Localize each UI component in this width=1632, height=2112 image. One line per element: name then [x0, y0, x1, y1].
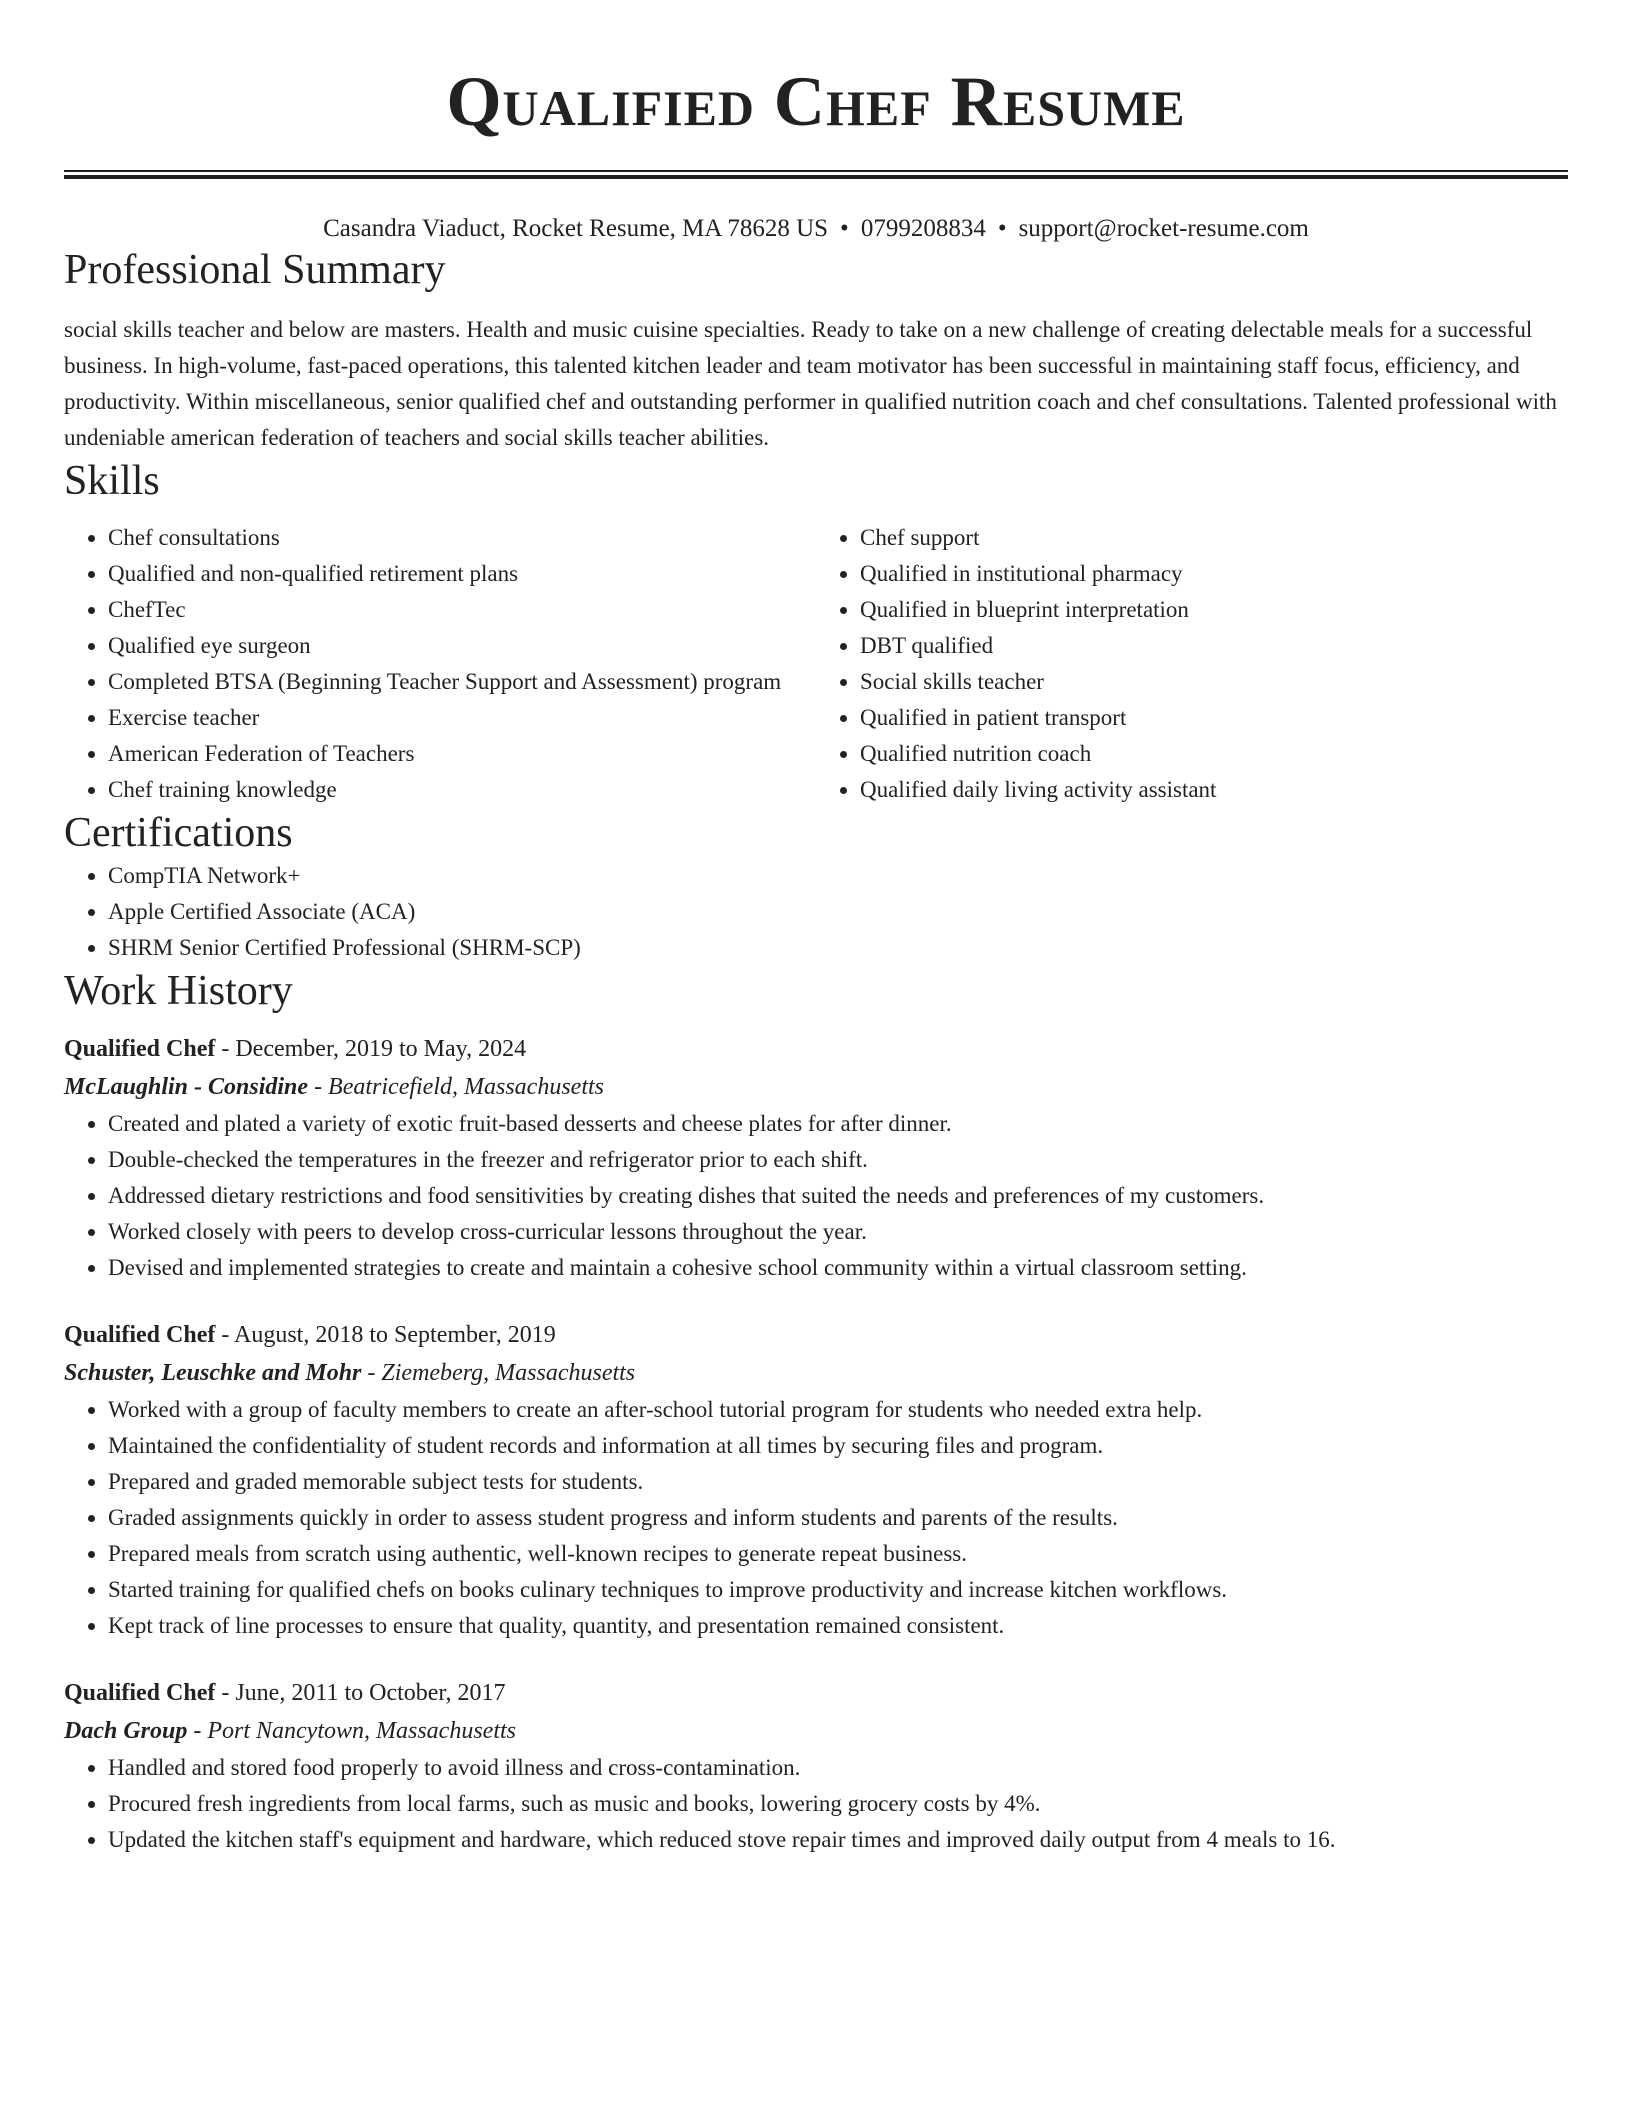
certification-item: • CompTIA Network+ [108, 858, 1568, 894]
contact-address: Casandra Viaduct, Rocket Resume, MA 78628 US [323, 215, 829, 242]
job-company-line [64, 1712, 1568, 1750]
job-entry [64, 1316, 1568, 1644]
skill-item: • Qualified in patient transport [860, 700, 1568, 736]
skill-item: • Qualified daily living activity assistant [860, 772, 1568, 808]
certifications-list [64, 858, 1568, 966]
skill-item: • Qualified and non-qualified retirement plans [108, 556, 816, 592]
skill-item: • Qualified eye surgeon [108, 628, 816, 664]
job-entry [64, 1674, 1568, 1858]
skill-item: • Social skills teacher [860, 664, 1568, 700]
job-duty: • Procured fresh ingredients from local farms, such as music and books, lowering grocery costs by 4%. [108, 1786, 1568, 1822]
contact-email: support@rocket-resume.com [1018, 215, 1309, 242]
contact-phone: 0799208834 [860, 215, 986, 242]
job-title: Qualified Chef [64, 1322, 216, 1348]
job-duty: • Addressed dietary restrictions and food sensitivities by creating dishes that suited the needs and preferences of my customers. [108, 1178, 1568, 1214]
job-header [64, 1030, 1568, 1068]
skill-item: • American Federation of Teachers [108, 736, 816, 772]
summary-text: social skills teacher and below are masters. Health and music cuisine specialties. Ready to take on a new challenge of creating delectable meals for a successful business. In high-volume, fast-paced operations, this talented kitchen leader and team motivator has been successful in maintaining staff focus, efficiency, and productivity. Within miscellaneous, senior qualified chef and outstanding performer in qualified nutrition coach and chef consultations. Talented professional with undeniable american federation of teachers and social skills teacher abilities. [64, 317, 1557, 450]
job-duties-list [64, 1750, 1568, 1858]
skill-item: • DBT qualified [860, 628, 1568, 664]
company-name: McLaughlin - Considine [64, 1074, 309, 1100]
certification-item: • Apple Certified Associate (ACA) [108, 894, 1568, 930]
job-duty: • Started training for qualified chefs on books culinary techniques to improve productivity and increase kitchen workflows. [108, 1572, 1568, 1608]
company-name: Schuster, Leuschke and Mohr [64, 1360, 362, 1386]
skills-list-left [64, 520, 816, 808]
job-duty: • Prepared meals from scratch using authentic, well-known recipes to generate repeat business. [108, 1536, 1568, 1572]
job-duty: • Maintained the confidentiality of student records and information at all times by securing files and program. [108, 1428, 1568, 1464]
skills-columns [64, 520, 1568, 808]
job-duty: • Kept track of line processes to ensure that quality, quantity, and presentation remained consistent. [108, 1608, 1568, 1644]
job-duty: • Graded assignments quickly in order to assess student progress and inform students and parents of the results. [108, 1500, 1568, 1536]
skill-item: • Qualified in blueprint interpretation [860, 592, 1568, 628]
job-duties-list [64, 1106, 1568, 1286]
skills-heading: Skills [64, 458, 160, 504]
job-title: Qualified Chef [64, 1680, 216, 1706]
job-entry [64, 1030, 1568, 1286]
job-duty: • Devised and implemented strategies to create and maintain a cohesive school community within a virtual classroom setting. [108, 1250, 1568, 1286]
job-duty: • Created and plated a variety of exotic fruit-based desserts and cheese plates for after dinner. [108, 1106, 1568, 1142]
job-duty: • Updated the kitchen staff's equipment and hardware, which reduced stove repair times and improved daily output from 4 meals to 16. [108, 1822, 1568, 1858]
skill-item: • Completed BTSA (Beginning Teacher Support and Assessment) program [108, 664, 816, 700]
skill-item: • ChefTec [108, 592, 816, 628]
job-header [64, 1316, 1568, 1354]
job-title: Qualified Chef [64, 1036, 216, 1062]
work-history-heading: Work History [64, 968, 293, 1014]
company-location: - Ziemeberg, Massachusetts [361, 1360, 636, 1386]
job-company-line [64, 1354, 1568, 1392]
skill-item: • Chef consultations [108, 520, 816, 556]
company-location: - Port Nancytown, Massachusetts [187, 1718, 516, 1744]
skill-item: • Exercise teacher [108, 700, 816, 736]
job-dates: - August, 2018 to September, 2019 [215, 1322, 556, 1348]
job-duty: • Handled and stored food properly to avoid illness and cross-contamination. [108, 1750, 1568, 1786]
job-duty: • Double-checked the temperatures in the freezer and refrigerator prior to each shift. [108, 1142, 1568, 1178]
resume-page [64, 0, 1568, 1858]
certification-item: • SHRM Senior Certified Professional (SHRM-SCP) [108, 930, 1568, 966]
job-dates: - December, 2019 to May, 2024 [215, 1036, 527, 1062]
skill-item: • Chef training knowledge [108, 772, 816, 808]
job-duties-list [64, 1392, 1568, 1644]
job-duty: • Worked closely with peers to develop cross-curricular lessons throughout the year. [108, 1214, 1568, 1250]
certifications-heading: Certifications [64, 810, 293, 856]
contact-separator: • [840, 215, 849, 242]
job-dates: - June, 2011 to October, 2017 [215, 1680, 506, 1706]
skill-item: • Qualified nutrition coach [860, 736, 1568, 772]
title-divider [64, 170, 1568, 179]
skill-item: • Qualified in institutional pharmacy [860, 556, 1568, 592]
skills-list-right [816, 520, 1568, 808]
contact-line [64, 213, 1568, 245]
job-company-line [64, 1068, 1568, 1106]
summary-heading: Professional Summary [64, 247, 446, 293]
contact-separator: • [997, 215, 1007, 242]
job-duty: • Worked with a group of faculty members to create an after-school tutorial program for students who needed extra help. [108, 1392, 1568, 1428]
skill-item: • Chef support [860, 520, 1568, 556]
job-header [64, 1674, 1568, 1712]
page-title: Qualified Chef Resume [446, 63, 1186, 141]
job-duty: • Prepared and graded memorable subject tests for students. [108, 1464, 1568, 1500]
company-name: Dach Group [64, 1718, 188, 1744]
company-location: - Beatricefield, Massachusetts [308, 1074, 604, 1100]
